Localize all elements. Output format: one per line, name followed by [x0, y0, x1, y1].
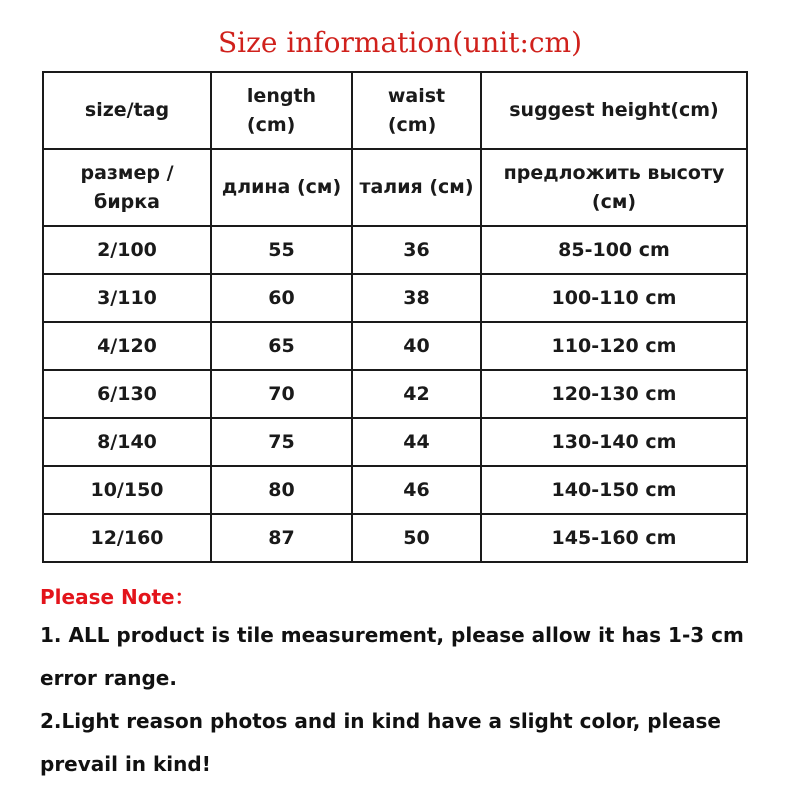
cell-size: 8/140: [43, 418, 211, 466]
header-row-russian: [43, 149, 747, 226]
table-row: [43, 274, 747, 322]
table-row: [43, 226, 747, 274]
cell-height: 140-150 cm: [481, 466, 747, 514]
table-row: [43, 370, 747, 418]
cell-height: 130-140 cm: [481, 418, 747, 466]
note-line-2: 2.Light reason photos and in kind have a slight color, please prevail in kind!: [40, 709, 721, 776]
page-title: Size information(unit:cm): [217, 26, 583, 59]
table-row: [43, 466, 747, 514]
header-suggest-height: suggest height(cm): [481, 72, 747, 149]
cell-length: 55: [211, 226, 352, 274]
cell-waist: 36: [352, 226, 481, 274]
header-waist: waist (cm): [352, 72, 481, 149]
cell-height: 85-100 cm: [481, 226, 747, 274]
cell-length: 80: [211, 466, 352, 514]
cell-length: 65: [211, 322, 352, 370]
cell-waist: 38: [352, 274, 481, 322]
cell-size: 4/120: [43, 322, 211, 370]
cell-waist: 40: [352, 322, 481, 370]
cell-height: 120-130 cm: [481, 370, 747, 418]
header-length-ru: длина (см): [211, 149, 352, 226]
cell-height: 100-110 cm: [481, 274, 747, 322]
header-length: length (cm): [211, 72, 352, 149]
note-heading: Please Note：: [40, 585, 195, 609]
cell-size: 2/100: [43, 226, 211, 274]
cell-length: 87: [211, 514, 352, 562]
header-suggest-height-ru: предложить высоту (см): [481, 149, 747, 226]
table-row: [43, 418, 747, 466]
table-row: [43, 322, 747, 370]
cell-length: 70: [211, 370, 352, 418]
cell-length: 75: [211, 418, 352, 466]
cell-length: 60: [211, 274, 352, 322]
header-waist-ru: талия (см): [352, 149, 481, 226]
cell-size: 3/110: [43, 274, 211, 322]
cell-size: 6/130: [43, 370, 211, 418]
header-size-tag-ru: размер / бирка: [43, 149, 211, 226]
cell-size: 12/160: [43, 514, 211, 562]
header-row-english: [43, 72, 747, 149]
cell-waist: 50: [352, 514, 481, 562]
size-table: [42, 71, 748, 563]
cell-waist: 46: [352, 466, 481, 514]
cell-size: 10/150: [43, 466, 211, 514]
cell-waist: 42: [352, 370, 481, 418]
cell-waist: 44: [352, 418, 481, 466]
size-table-body: [43, 72, 747, 562]
cell-height: 145-160 cm: [481, 514, 747, 562]
note-line-1: 1. ALL product is tile measurement, please allow it has 1-3 cm error range.: [40, 623, 744, 690]
table-row: [43, 514, 747, 562]
header-size-tag: size/tag: [43, 72, 211, 149]
cell-height: 110-120 cm: [481, 322, 747, 370]
